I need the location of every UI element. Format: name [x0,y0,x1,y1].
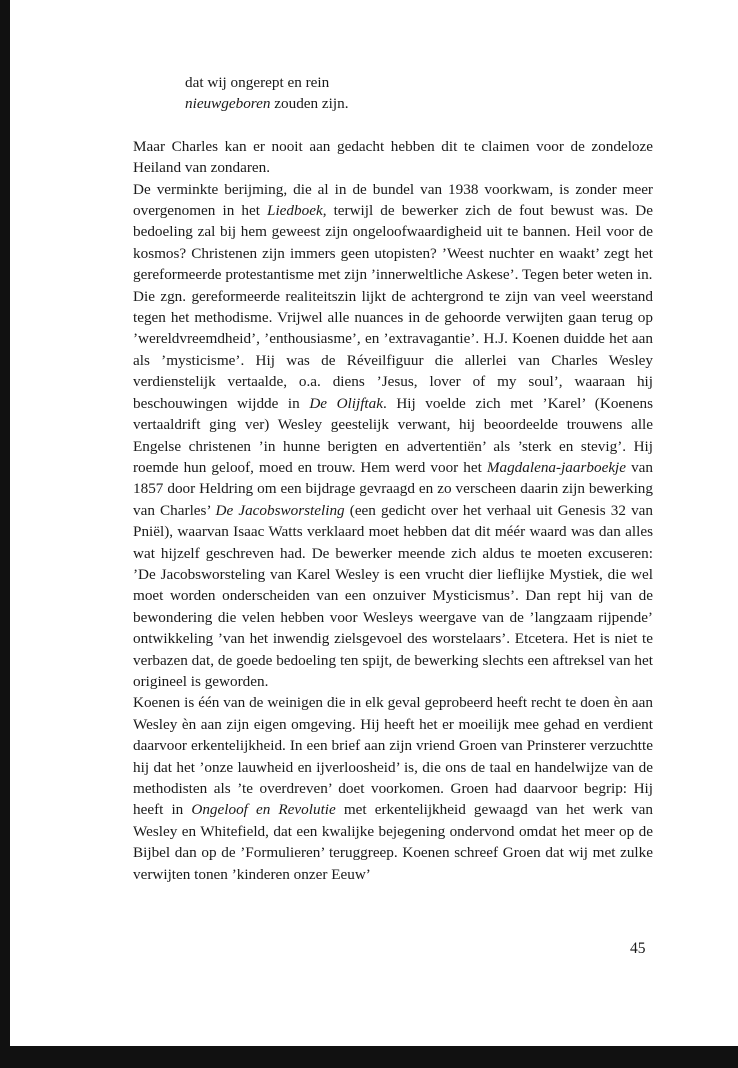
verse-line-2 [185,93,653,114]
italic-title: Liedboek [267,202,323,220]
italic-title: De Olijftak [309,394,383,412]
body-paragraphs [133,136,653,885]
text-run: van 1857 door Heldring om een bijdrage gevraagd en zo verscheen daarin zijn bewerking van Charles’ [133,458,653,519]
italic-title: Magdalena-jaarboekje [486,458,627,476]
scan-edge-left [0,0,10,1068]
text-run: , terwijl de bewerker zich de fout bewust was. De bedoeling zal bij hem geweest zijn ongeloofwaardigheid uit te bannen. Heil voor de kosmos? Christenen zijn immers geen utopisten? ’Weest nuchter en waakt’ zegt het gereformeerde protestantisme met zijn ’innerweltliche Askese’. Tegen beter weten in. [133,202,653,284]
text-run: Die zgn. gereformeerde realiteitszin lijkt de achtergrond te zijn van veel weerstand tegen het methodisme. Vrijwel alle nuances in de gehoorde verwijten gaan terug op ’wereldvreemdheid’, ’enthousiasme’, en ’extravagantie’. H.J. Koenen duidde het aan als ’mysticisme’. Hij was de Réveilfiguur die allerlei van Charles Wesley verdienstelijk vertaalde, o.a. diens ’Jesus, lover of my soul’, waaraan hij beschouwingen wijdde in [133,287,653,412]
paragraph [133,692,653,885]
page-body [133,72,653,885]
text-run: Maar Charles kan er nooit aan gedacht hebben dit te claimen voor de zondeloze Heiland van zondaren. [133,137,653,177]
text-run: (een gedicht over het verhaal uit Genesis 32 van Pniël), waarvan Isaac Watts verklaard moet hebben dat dit méér waard was dan alles wat hijzelf geschreven had. De bewerker meende zich aldus te moeten excuseren: ’De Jacobsworsteling van Karel Wesley is een vrucht dier lieflijke Mystiek, die wel moet worden onderscheiden van een onzuiver Mysticismus’. Dan rept hij van de bewondering die velen hebben voor Wesleys weergave van de ’langzaam rijpende’ ontwikkeling ’van het inwendig zielsgevoel des worstelaars’. Etcetera. Het is niet te verbazen dat, de goede bedoeling ten spijt, de bewerking slechts een aftreksel van het origineel is geworden. [133,501,654,690]
verse-line-1: dat wij ongerept en rein [185,74,330,91]
text-run: Koenen is één van de weinigen die in elk geval geprobeerd heeft recht te doen èn aan Wesley èn aan zijn eigen omgeving. Hij heeft het er moeilijk mee gehad en verdient daarvoor erkentelijkheid. In een brief aan zijn vriend Groen van Prinsterer verzuchtte hij dat het ’onze lauwheid en ijverloosheid’ is, die ons de taal en handelwijze van de methodisten als ’te overdreven’ doet voorkomen. Groen had daarvoor begrip: Hij heeft in [133,694,653,819]
paragraph [133,179,653,286]
paragraph [133,286,653,693]
verse-italic-word: nieuwgeboren [185,95,271,113]
italic-title: Ongeloof en Revolutie [191,801,336,819]
text-run: . Hij voelde zich met ’Karel’ (Koenens vertaaldrift ging ver) Wesley geestelijk verwant, hij beoordeelde trouwens alle Engelse christenen ’in hunne berigten en advertentiën’ als ’sterk en stevig’. Hij roemde hun geloof, moed en trouw. Hem werd voor het [133,394,653,476]
verse-line-2-rest: zouden zijn. [270,95,349,113]
verse-quote [185,72,653,115]
page-number: 45 [630,940,646,957]
italic-title: De Jacobsworsteling [215,501,345,519]
scan-edge-bottom [0,1046,738,1068]
text-run: met erkentelijkheid gewaagd van het werk van Wesley en Whitefield, dat een kwalijke bejegening ondervond omdat het meer op de Bijbel dan op de ’Formulieren’ teruggreep. Koenen schreef Groen dat wij met zulke verwijten tonen ’kinderen onzer Eeuw’ [133,801,653,883]
text-run: De verminkte berijming, die al in de bundel van 1938 voorkwam, is zonder meer overgenomen in het [133,180,653,220]
paragraph [133,136,653,179]
